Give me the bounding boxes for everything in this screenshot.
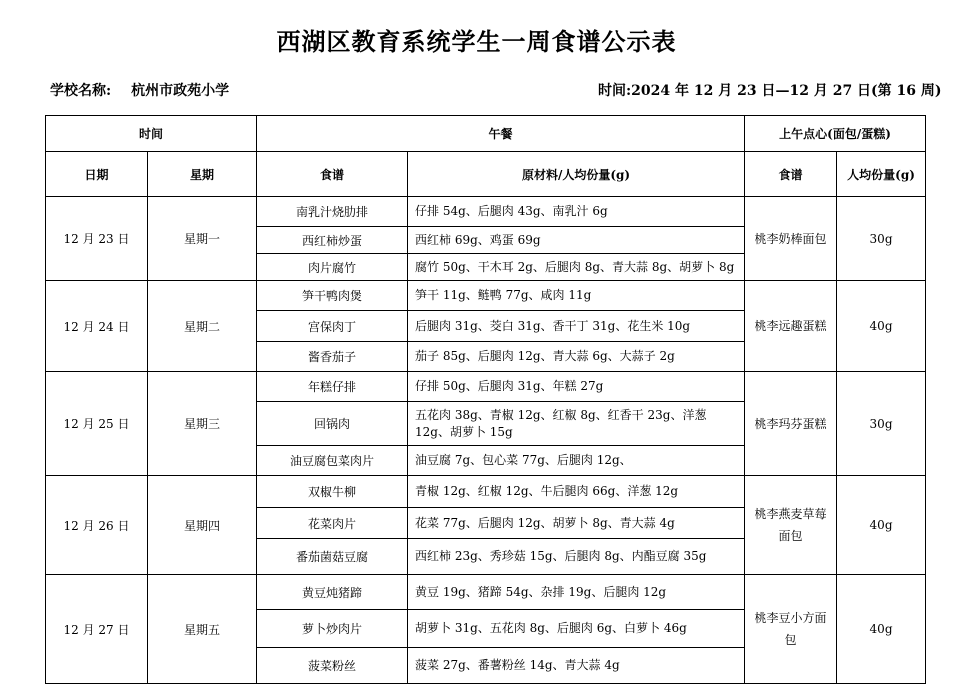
dish-ingredients: 后腿肉 31g、茭白 31g、香干丁 31g、花生米 10g — [408, 311, 745, 342]
weekday-cell: 星期五 — [148, 575, 257, 684]
snack-amount: 30g — [837, 372, 926, 476]
dish-name: 双椒牛柳 — [257, 476, 408, 508]
header-row-sub — [46, 152, 926, 197]
table-row — [46, 575, 926, 610]
dish-ingredients: 西红柿 69g、鸡蛋 69g — [408, 227, 745, 254]
dish-name: 肉片腐竹 — [257, 254, 408, 281]
header-date: 日期 — [46, 152, 148, 197]
school-name: 杭州市政苑小学 — [131, 83, 230, 99]
dish-name: 萝卜炒肉片 — [257, 610, 408, 648]
dish-ingredients: 笋干 11g、鲢鸭 77g、咸肉 11g — [408, 281, 745, 311]
dish-ingredients: 五花肉 38g、青椒 12g、红椒 8g、红香干 23g、洋葱 12g、胡萝卜 15g — [408, 402, 745, 446]
weekday-cell: 星期二 — [148, 281, 257, 372]
date-cell: 12 月 25 日 — [46, 372, 148, 476]
header-lunch: 午餐 — [257, 116, 745, 152]
dish-ingredients: 茄子 85g、后腿肉 12g、青大蒜 6g、大蒜子 2g — [408, 342, 745, 372]
dish-name: 年糕仔排 — [257, 372, 408, 402]
date-cell: 12 月 23 日 — [46, 197, 148, 281]
dish-ingredients: 青椒 12g、红椒 12g、牛后腿肉 66g、洋葱 12g — [408, 476, 745, 508]
header-snack-recipe: 食谱 — [745, 152, 837, 197]
dish-name: 花菜肉片 — [257, 508, 408, 539]
dish-name: 菠菜粉丝 — [257, 648, 408, 684]
snack-amount: 40g — [837, 575, 926, 684]
snack-name: 桃李豆小方面包 — [745, 575, 837, 684]
school-info — [50, 80, 229, 100]
dish-name: 宫保肉丁 — [257, 311, 408, 342]
snack-name: 桃李玛芬蛋糕 — [745, 372, 837, 476]
snack-amount: 30g — [837, 197, 926, 281]
date-cell: 12 月 24 日 — [46, 281, 148, 372]
table-row — [46, 372, 926, 402]
header-ingredients: 原材料/人均份量(g) — [408, 152, 745, 197]
page-title: 西湖区教育系统学生一周食谱公示表 — [276, 27, 677, 56]
dish-ingredients: 仔排 50g、后腿肉 31g、年糕 27g — [408, 372, 745, 402]
dish-name: 番茄菌菇豆腐 — [257, 539, 408, 575]
snack-name: 桃李奶棒面包 — [745, 197, 837, 281]
header-snack-amount: 人均份量(g) — [837, 152, 926, 197]
dish-ingredients: 胡萝卜 31g、五花肉 8g、后腿肉 6g、白萝卜 46g — [408, 610, 745, 648]
weekday-cell: 星期四 — [148, 476, 257, 575]
header-time: 时间 — [46, 116, 257, 152]
table-row — [46, 281, 926, 311]
snack-name: 桃李燕麦草莓面包 — [745, 476, 837, 575]
dish-name: 黄豆炖猪蹄 — [257, 575, 408, 610]
header-recipe: 食谱 — [257, 152, 408, 197]
table-row — [46, 476, 926, 508]
dish-ingredients: 黄豆 19g、猪蹄 54g、杂排 19g、后腿肉 12g — [408, 575, 745, 610]
dish-ingredients: 菠菜 27g、番薯粉丝 14g、青大蒜 4g — [408, 648, 745, 684]
dish-name: 笋干鸭肉煲 — [257, 281, 408, 311]
snack-name: 桃李远趣蛋糕 — [745, 281, 837, 372]
dish-name: 油豆腐包菜肉片 — [257, 446, 408, 476]
dish-ingredients: 西红柿 23g、秀珍菇 15g、后腿肉 8g、内酯豆腐 35g — [408, 539, 745, 575]
dish-name: 西红柿炒蛋 — [257, 227, 408, 254]
weekday-cell: 星期三 — [148, 372, 257, 476]
snack-amount: 40g — [837, 476, 926, 575]
header-weekday: 星期 — [148, 152, 257, 197]
dish-name: 南乳汁烧肋排 — [257, 197, 408, 227]
dish-name: 回锅肉 — [257, 402, 408, 446]
dish-ingredients: 仔排 54g、后腿肉 43g、南乳汁 6g — [408, 197, 745, 227]
snack-amount: 40g — [837, 281, 926, 372]
dish-name: 酱香茄子 — [257, 342, 408, 372]
date-cell: 12 月 27 日 — [46, 575, 148, 684]
school-label: 学校名称: — [50, 83, 112, 99]
dish-ingredients: 花菜 77g、后腿肉 12g、胡萝卜 8g、青大蒜 4g — [408, 508, 745, 539]
header-row-top — [46, 116, 926, 152]
header-snack: 上午点心(面包/蛋糕) — [745, 116, 926, 152]
table-row — [46, 197, 926, 227]
menu-table — [45, 115, 926, 684]
date-cell: 12 月 26 日 — [46, 476, 148, 575]
dish-ingredients: 腐竹 50g、干木耳 2g、后腿肉 8g、青大蒜 8g、胡萝卜 8g — [408, 254, 745, 281]
dish-ingredients: 油豆腐 7g、包心菜 77g、后腿肉 12g、 — [408, 446, 745, 476]
date-range: 时间:2024 年 12 月 23 日—12 月 27 日(第 16 周) — [598, 83, 942, 99]
weekday-cell: 星期一 — [148, 197, 257, 281]
